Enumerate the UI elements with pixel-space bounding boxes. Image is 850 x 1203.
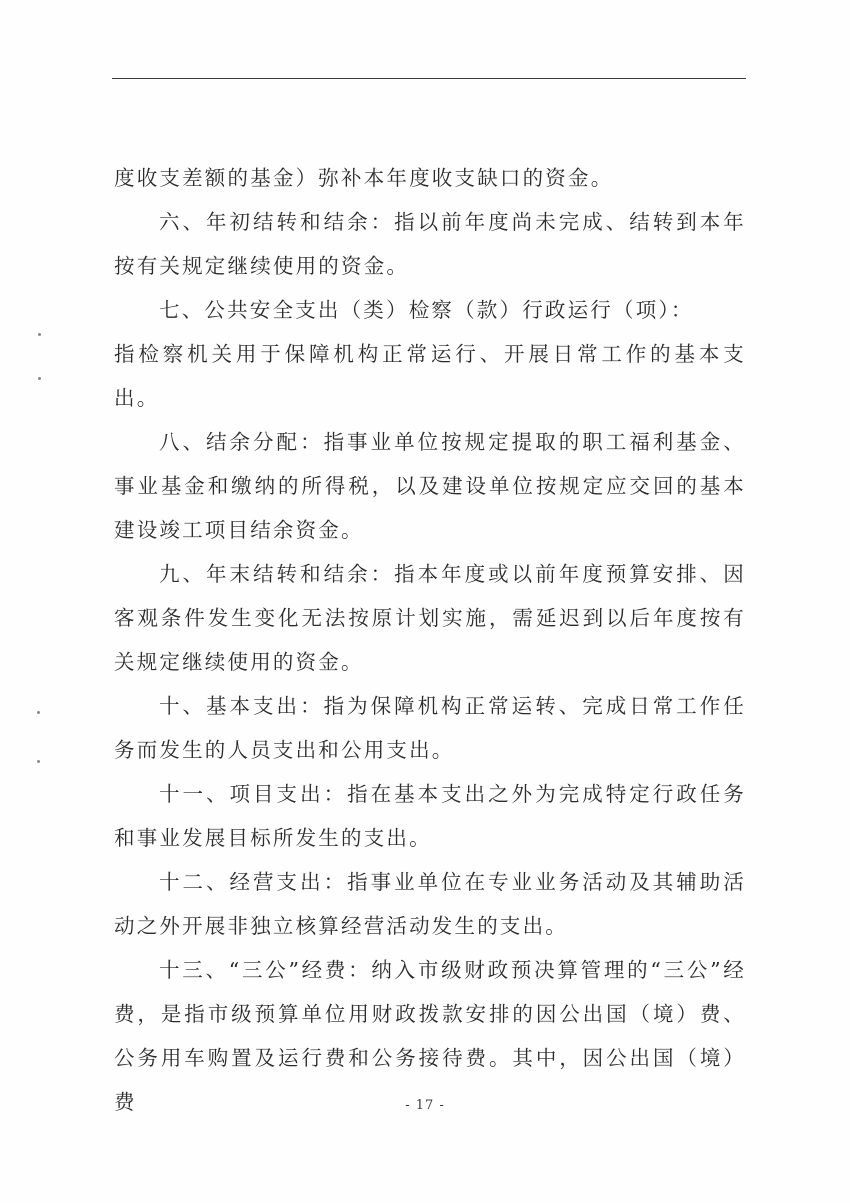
paragraph: 六、年初结转和结余：指以前年度尚未完成、结转到本年按有关规定继续使用的资金。 (114, 210, 746, 278)
paragraph: 度收支差额的基金）弥补本年度收支缺口的资金。 (114, 166, 614, 190)
page-number: - 17 - (405, 1098, 445, 1113)
paragraph: 十、基本支出：指为保障机构正常运转、完成日常工作任务而发生的人员支出和公用支出。 (114, 694, 746, 762)
paragraph: 七、公共安全支出（类）检察（款）行政运行（项）： (159, 298, 694, 322)
header-rule (112, 78, 746, 79)
scan-speck (38, 333, 41, 336)
scan-speck (37, 760, 40, 763)
scan-speck (37, 711, 40, 714)
paragraph: 八、结余分配：指事业单位按规定提取的职工福利基金、事业基金和缴纳的所得税，以及建设单位按规定应交回的基本建设竣工项目结余资金。 (114, 430, 746, 542)
paragraph: 九、年末结转和结余：指本年度或以前年度预算安排、因客观条件发生变化无法按原计划实施，需延迟到以后年度按有关规定继续使用的资金。 (114, 562, 746, 674)
paragraph: 十一、项目支出：指在基本支出之外为完成特定行政任务和事业发展目标所发生的支出。 (114, 782, 746, 850)
scan-speck (38, 377, 41, 380)
paragraph: 十三、“三公”经费：纳入市级财政预决算管理的“三公”经费，是指市级预算单位用财政拨款安排的因公出国（境）费、公务用车购置及运行费和公务接待费。其中，因公出国（境）费 (114, 958, 746, 1114)
paragraph: 指检察机关用于保障机构正常运行、开展日常工作的基本支出。 (114, 342, 746, 410)
paragraph: 十二、经营支出：指事业单位在专业业务活动及其辅助活动之外开展非独立核算经营活动发生的支出。 (114, 870, 746, 938)
body-text (114, 156, 746, 1124)
